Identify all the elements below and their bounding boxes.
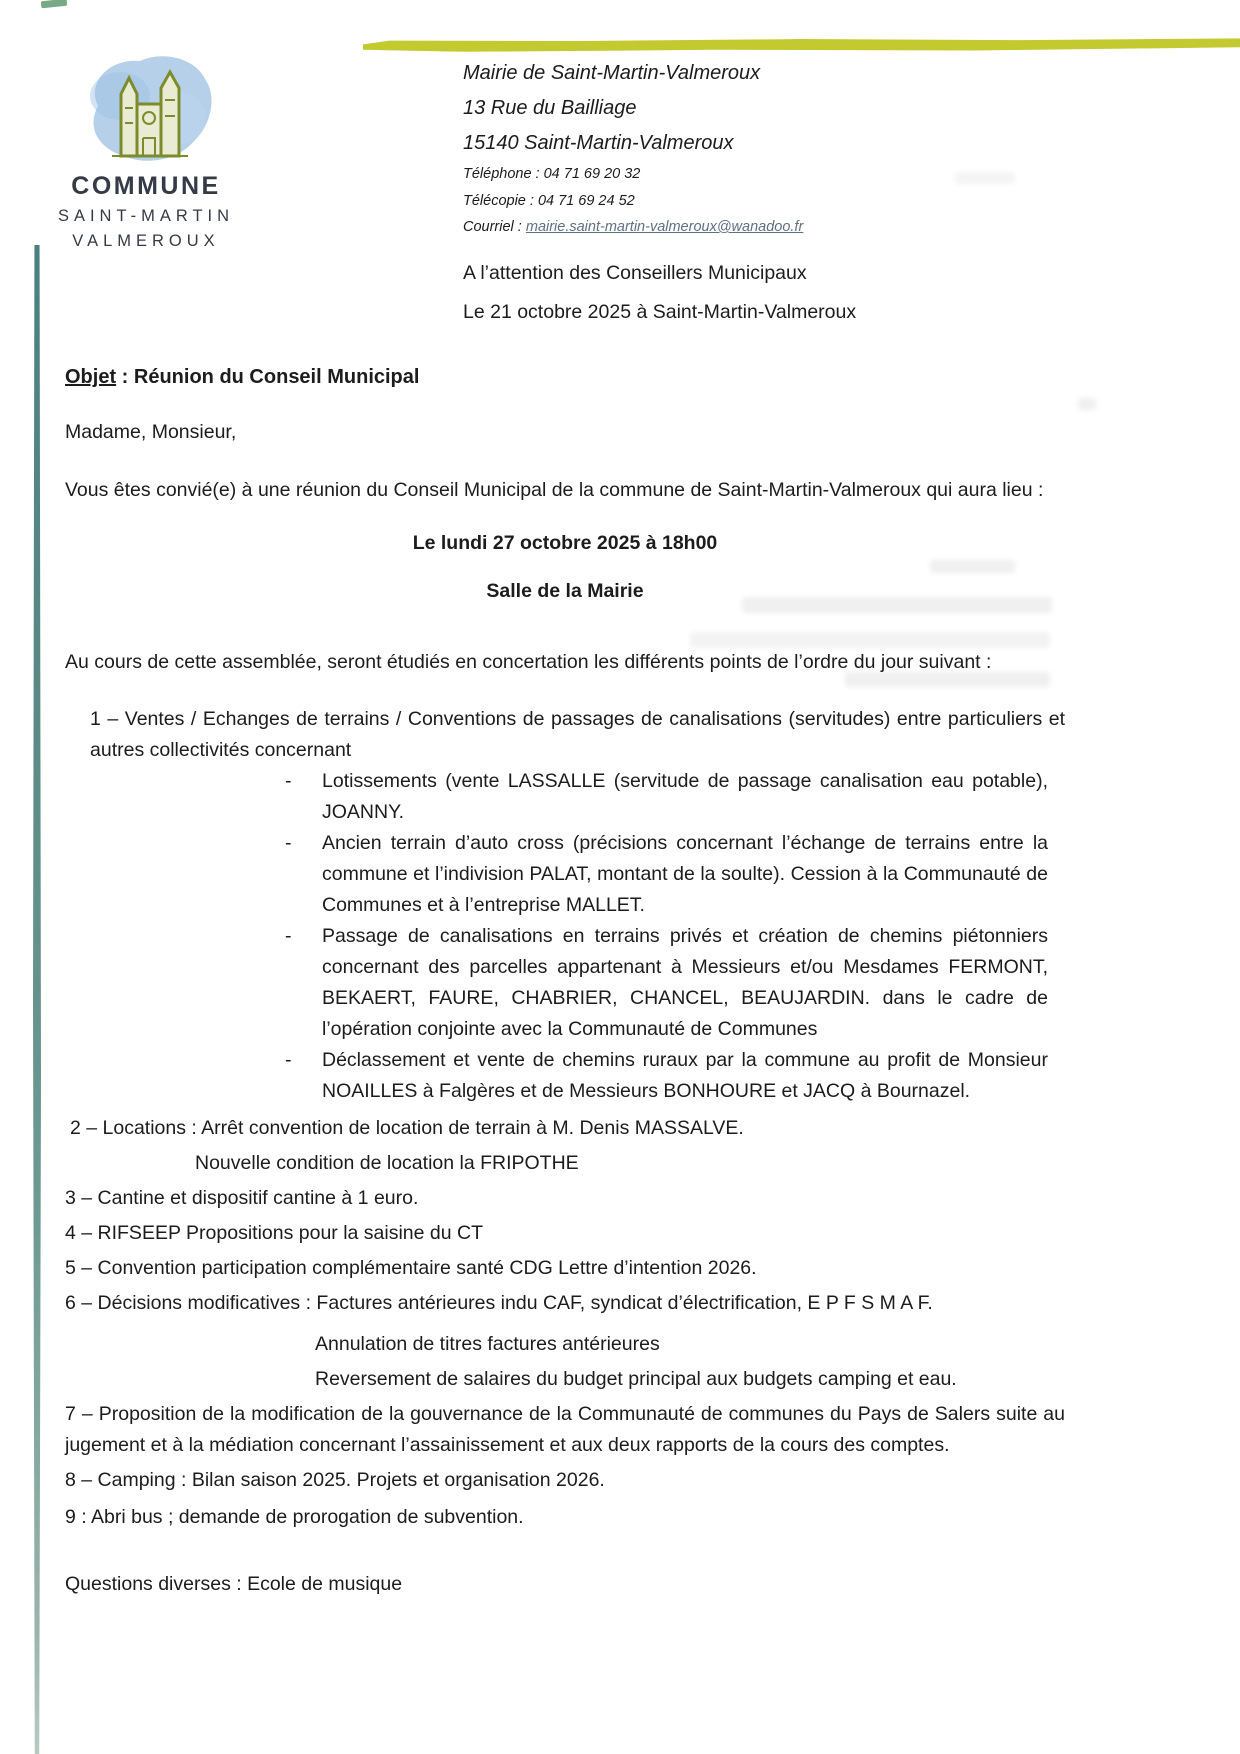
sender-address-line1: 13 Rue du Bailliage (463, 97, 637, 119)
agenda-item-6-sub2: Reversement de salaires du budget principal aux budgets camping et eau. (315, 1368, 957, 1390)
agenda-item-6: 6 – Décisions modificatives : Factures antérieures indu CAF, syndicat d’électrification, E P F S M A F. (65, 1292, 933, 1314)
scan-bleed-artifact (1078, 398, 1096, 410)
bullet-text: Lotissements (vente LASSALLE (servitude de passage canalisation eau potable), JOANNY. (322, 770, 1048, 823)
agenda-item-7: 7 – Proposition de la modification de la gouvernance de la Communauté de communes du Pays de Salers suite au jugement et à la médiation concernant l’assainissement et aux deux rapports de la cours des comptes. (65, 1403, 1065, 1456)
sender-email-line (463, 214, 803, 241)
agenda-item-3: 3 – Cantine et dispositif cantine à 1 euro. (65, 1187, 419, 1209)
agenda-item-4: 4 – RIFSEEP Propositions pour la saisine du CT (65, 1222, 484, 1244)
email-label: Courriel : (463, 219, 526, 235)
bullet-item (285, 828, 1048, 921)
dash-bullet-icon: - (285, 770, 292, 792)
agenda-item-6-sub1: Annulation de titres factures antérieures (315, 1333, 660, 1355)
scan-line-left-edge (33, 245, 41, 1754)
logo-text-commune: COMMUNE (71, 172, 221, 200)
recipient-attention: A l’attention des Conseillers Municipaux (463, 262, 807, 284)
questions-diverses: Questions diverses : Ecole de musique (65, 1573, 403, 1595)
letter-body (65, 362, 1065, 1604)
subject-text: : Réunion du Conseil Municipal (116, 366, 420, 388)
scan-bleed-artifact (955, 172, 1015, 184)
scan-mark-top-left (41, 0, 68, 8)
logo-text-saint-martin: SAINT-MARTIN (57, 207, 235, 225)
sender-address-line2: 15140 Saint-Martin-Valmeroux (463, 132, 734, 154)
sender-name: Mairie de Saint-Martin-Valmeroux (463, 62, 761, 84)
bullet-text: Passage de canalisations en terrains privés et création de chemins piétonniers concernant des parcelles appartenant à Messieurs et/ou Mesdames FERMONT, BEKAERT, FAURE, CHABRIER, CHANCEL, BEAUJARDIN. dans le cadre de l’opération conjointe avec la Communauté de Communes (322, 925, 1048, 1040)
agenda-item-5: 5 – Convention participation complémentaire santé CDG Lettre d’intention 2026. (65, 1257, 757, 1279)
subject-line (65, 362, 1065, 393)
meeting-datetime: Le lundi 27 octobre 2025 à 18h00 (412, 532, 718, 554)
salutation: Madame, Monsieur, (65, 421, 237, 443)
church-watercolor-icon (66, 48, 226, 170)
dash-bullet-icon: - (285, 925, 292, 947)
bullet-item (285, 766, 1048, 828)
agenda-item-2: 2 – Locations : Arrêt convention de location de terrain à M. Denis MASSALVE. (70, 1117, 744, 1139)
dash-bullet-icon: - (285, 1049, 292, 1071)
agenda-item-1-bullets (285, 766, 1048, 1107)
bullet-item (285, 1045, 1048, 1107)
bullet-text: Ancien terrain d’auto cross (précisions concernant l’échange de terrains entre la commune et l’indivision PALAT, montant de la soulte). Cession à la Communauté de Communes et à l’entreprise MALLET. (322, 832, 1048, 916)
logo-text-valmeroux: VALMEROUX (72, 232, 220, 250)
agenda-item-8: 8 – Camping : Bilan saison 2025. Projets et organisation 2026. (65, 1469, 605, 1491)
date-place-line: Le 21 octobre 2025 à Saint-Martin-Valmeroux (463, 301, 857, 323)
agenda-item-2-sub: Nouvelle condition de location la FRIPOTHE (195, 1152, 579, 1174)
subject-label: Objet (65, 366, 117, 388)
sender-phone: Téléphone : 04 71 69 20 32 (463, 166, 641, 182)
commune-logo (40, 48, 252, 251)
bullet-text: Déclassement et vente de chemins ruraux par la commune au profit de Monsieur NOAILLES à Falgères et de Messieurs BONHOURE et JACQ à Bournazel. (322, 1049, 1048, 1102)
sender-letterhead (463, 56, 803, 241)
bullet-item (285, 921, 1048, 1045)
agenda-intro: Au cours de cette assemblée, seront étudiés en concertation les différents points de l’ordre du jour suivant : (65, 651, 992, 673)
meeting-place: Salle de la Mairie (486, 580, 644, 602)
intro-paragraph: Vous êtes convié(e) à une réunion du Conseil Municipal de la commune de Saint-Martin-Valmeroux qui aura lieu : (65, 479, 1044, 501)
email-link[interactable]: mairie.saint-martin-valmeroux@wanadoo.fr (525, 219, 804, 235)
agenda-item-1: 1 – Ventes / Echanges de terrains / Conventions de passages de canalisations (servitudes) entre particuliers et autres collectivités concernant (90, 708, 1065, 761)
green-header-bar (363, 38, 1240, 52)
agenda-item-9: 9 : Abri bus ; demande de prorogation de subvention. (65, 1506, 524, 1528)
dash-bullet-icon: - (285, 832, 292, 854)
sender-fax: Télécopie : 04 71 69 24 52 (463, 192, 635, 209)
